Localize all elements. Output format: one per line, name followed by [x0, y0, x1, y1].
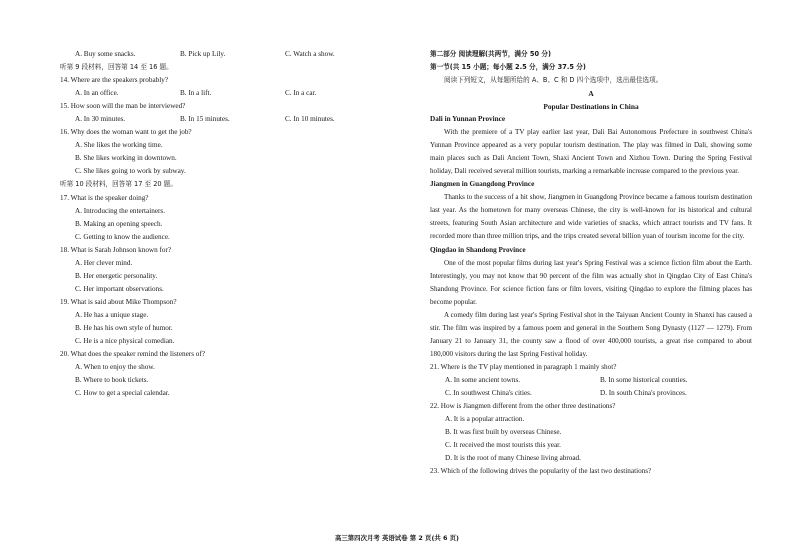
q16-option-c: C. She likes going to work by subway. [75, 167, 186, 176]
q22-option-b: B. It was first built by overseas Chinese. [445, 428, 562, 437]
q21-options-row2 [430, 387, 752, 400]
q14-options [60, 87, 390, 100]
q21-option-c: C. In southwest China's cities. [445, 388, 532, 397]
q15-option-c: C. In 10 minutes. [285, 115, 335, 124]
question-18: 18. What is Sarah Johnson known for? [60, 245, 172, 254]
q21-option-b: B. In some historical counties. [600, 375, 688, 384]
q22-option-c: C. It received the most tourists this year. [445, 441, 561, 450]
q13-option-a: A. Buy some snacks. [75, 50, 136, 58]
q21-options-row1 [430, 374, 752, 387]
q20-option-a: A. When to enjoy the show. [75, 363, 155, 372]
q14-option-c: C. In a car. [285, 89, 317, 98]
subheading-qingdao: Qingdao in Shandong Province [430, 245, 526, 254]
q18-option-c: C. Her important observations. [75, 284, 164, 293]
subheading-dali: Dali in Yunnan Province [430, 115, 506, 124]
q13-option-b: B. Pick up Lily. [180, 50, 226, 58]
page-footer: 高三第四次月考 英语试卷 第 2 页(共 6 页) [335, 534, 459, 542]
part-two-heading: 第二部分 阅读理解(共两节，满分 50 分) [430, 50, 551, 58]
q18-option-a: A. Her clever mind. [75, 258, 133, 267]
q22-option-a: A. It is a popular attraction. [445, 415, 525, 424]
q16-option-a: A. She likes the working time. [75, 141, 163, 150]
left-column [60, 48, 390, 400]
paragraph-jiangmen: Thanks to the success of a hit show, Jiangmen in Guangdong Province became a famous tourism destination last year. As the hometown for many overseas Chinese, the city is well-known for its historical and cultural streets, featuring South Asian architecture and wide varieties of snacks, which attract tourists and TV fans. It recorded more than three million trips, and the trips created several billion yuan of tourism income for the city. [430, 193, 752, 241]
q19-option-a: A. He has a unique stage. [75, 310, 149, 319]
q17-option-b: B. Making an opening speech. [75, 219, 163, 228]
q19-option-c: C. He is a nice physical comedian. [75, 337, 175, 346]
q14-option-a: A. In an office. [75, 89, 119, 98]
instruction-material-9: 听第 9 段材料，回答第 14 至 16 题。 [60, 63, 173, 72]
q17-option-a: A. Introducing the entertainers. [75, 206, 166, 215]
paragraph-shanxi: A comedy film during last year's Spring Festival shot in the Taiyuan Ancient County in Shanxi has caused a stir. The film was inspired by a famous poem and general in the Southern Song Dynasty (1127 — 1279). From January 21 to January 31, the county saw a flood of over 400,000 tourists, a great rise compared to about 180,000 visitors during the last Spring Festival holiday. [430, 310, 752, 358]
q19-option-b: B. He has his own style of humor. [75, 323, 173, 332]
section-one-heading: 第一节(共 15 小题；每小题 2.5 分，满分 37.5 分) [430, 63, 586, 72]
question-14: 14. Where are the speakers probably? [60, 76, 169, 85]
passage-letter: A [588, 89, 594, 99]
passage-title: Popular Destinations in China [543, 102, 639, 112]
question-19: 19. What is said about Mike Thompson? [60, 297, 177, 306]
subheading-jiangmen: Jiangmen in Guangdong Province [430, 180, 535, 189]
question-15: 15. How soon will the man be interviewed? [60, 102, 186, 111]
question-20: 20. What does the speaker remind the listeners of? [60, 350, 205, 359]
q17-option-c: C. Getting to know the audience. [75, 232, 170, 241]
reading-instruction: 阅读下列短文，从每题所给的 A、B、C 和 D 四个选项中，选出最佳选项。 [444, 76, 663, 85]
instruction-material-10: 听第 10 段材料，回答第 17 至 20 题。 [60, 180, 177, 189]
q15-option-a: A. In 30 minutes. [75, 115, 126, 124]
q14-option-b: B. In a lift. [180, 89, 212, 98]
paragraph-qingdao: One of the most popular films during last year's Spring Festival was a science fiction film about the Earth. Interestingly, you may not know that 90 percent of the film was actually shot in Qingdao City of East China's Shandong Province. For science fiction fans or film lovers, visiting Qingdao to explore the filming places has become popular. [430, 258, 752, 306]
paragraph-dali: With the premiere of a TV play earlier last year, Dali Bai Autonomous Prefecture in southwest China's Yunnan Province appeared as a very popular tourism destination. The play was filmed in Dali, showing some main places such as Dali Ancient Town, Shaxi Ancient Town and Xizhou Town. During the Spring Festival holiday, Dali received several million tourists, marking a remarkable increase compared to the previous year. [430, 128, 752, 176]
q20-option-b: B. Where to book tickets. [75, 376, 149, 385]
question-23: 23. Which of the following drives the popularity of the last two destinations? [430, 467, 652, 476]
q13-option-c: C. Watch a show. [285, 50, 335, 58]
question-16: 16. Why does the woman want to get the job? [60, 128, 192, 137]
question-17: 17. What is the speaker doing? [60, 193, 149, 202]
q15-option-b: B. In 15 minutes. [180, 115, 230, 124]
q16-option-b: B. She likes working in downtown. [75, 154, 177, 163]
right-column [430, 48, 752, 478]
q21-option-a: A. In some ancient towns. [445, 375, 521, 384]
question-21: 21. Where is the TV play mentioned in paragraph 1 mainly shot? [430, 362, 617, 371]
question-22: 22. How is Jiangmen different from the other three destinations? [430, 402, 616, 411]
q21-option-d: D. In south China's provinces. [600, 388, 687, 397]
q15-options [60, 113, 390, 126]
q22-option-d: D. It is the root of many Chinese living abroad. [445, 454, 581, 463]
q18-option-b: B. Her energetic personality. [75, 271, 158, 280]
q20-option-c: C. How to get a special calendar. [75, 389, 170, 398]
q13-options [60, 48, 390, 61]
